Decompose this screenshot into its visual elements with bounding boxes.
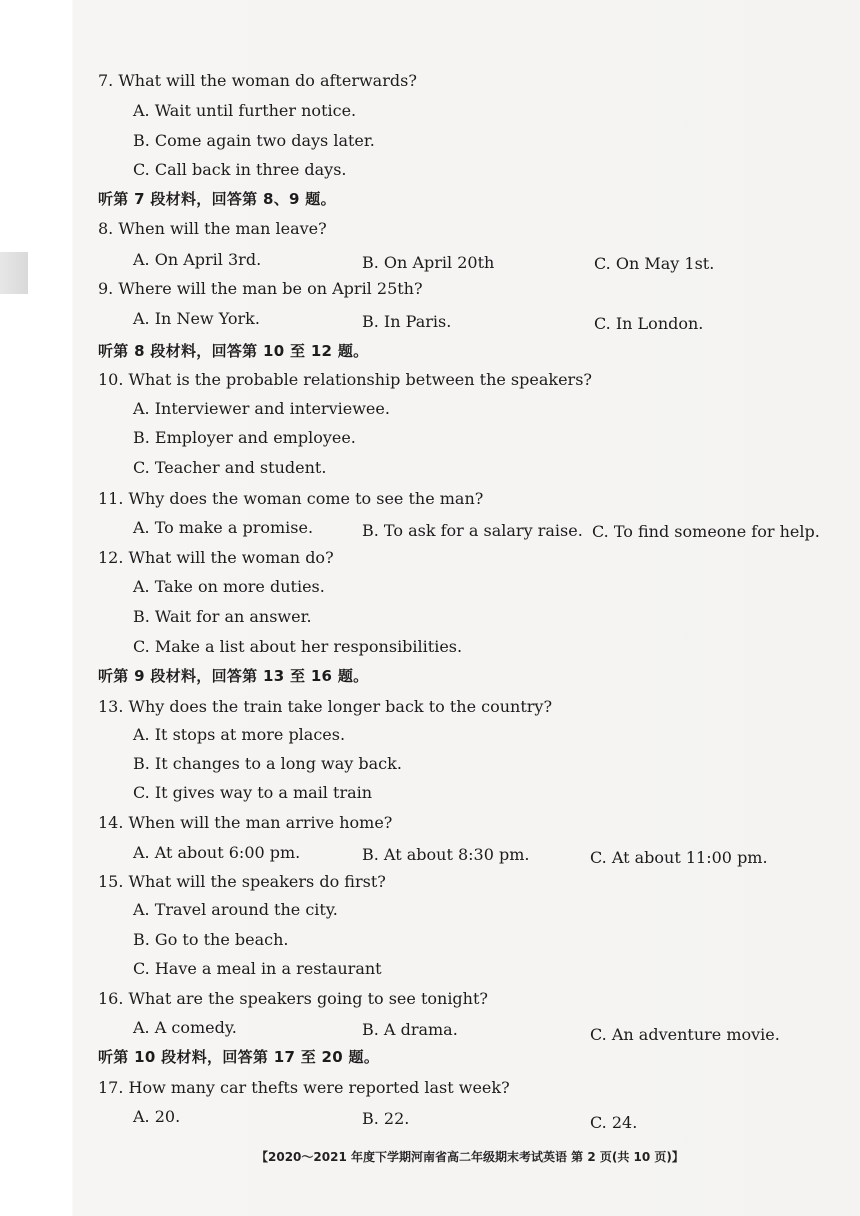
option-b: B. 22. bbox=[362, 1109, 410, 1128]
option-c: C. In London. bbox=[594, 314, 704, 333]
section-heading: 听第 9 段材料，回答第 13 至 16 题。 bbox=[98, 667, 369, 685]
question-15: 15. What will the speakers do first? bbox=[98, 872, 386, 891]
option-a: A. A comedy. bbox=[133, 1018, 237, 1037]
option-b: B. On April 20th bbox=[362, 253, 495, 272]
option-c: C. To find someone for help. bbox=[592, 522, 820, 541]
option-line: C. Teacher and student. bbox=[133, 458, 327, 477]
option-line: C. It gives way to a mail train bbox=[133, 783, 373, 802]
option-line: A. Interviewer and interviewee. bbox=[133, 399, 390, 418]
option-a: A. To make a promise. bbox=[133, 518, 314, 537]
option-line: A. Wait until further notice. bbox=[133, 101, 357, 120]
question-13: 13. Why does the train take longer back to the country? bbox=[98, 697, 553, 716]
option-b: B. A drama. bbox=[362, 1020, 458, 1039]
option-c: C. At about 11:00 pm. bbox=[590, 848, 768, 867]
page-footer: 【2020～2021 年度下学期河南省高二年级期末考试英语 第 2 页(共 10 页)】 bbox=[256, 1150, 684, 1164]
option-line: A. It stops at more places. bbox=[133, 725, 346, 744]
option-line: B. Go to the beach. bbox=[133, 930, 289, 949]
question-16: 16. What are the speakers going to see tonight? bbox=[98, 989, 488, 1008]
option-a: A. 20. bbox=[133, 1107, 181, 1126]
option-c: C. 24. bbox=[590, 1113, 638, 1132]
section-heading: 听第 8 段材料，回答第 10 至 12 题。 bbox=[98, 342, 369, 360]
option-line: B. Come again two days later. bbox=[133, 131, 375, 150]
option-a: A. In New York. bbox=[133, 309, 260, 328]
question-11: 11. Why does the woman come to see the man? bbox=[98, 489, 484, 508]
option-b: B. At about 8:30 pm. bbox=[362, 845, 530, 864]
section-heading: 听第 7 段材料，回答第 8、9 题。 bbox=[98, 190, 336, 208]
option-line: C. Make a list about her responsibilities. bbox=[133, 637, 463, 656]
question-7: 7. What will the woman do afterwards? bbox=[98, 71, 417, 90]
option-c: C. An adventure movie. bbox=[590, 1025, 780, 1044]
option-a: A. On April 3rd. bbox=[133, 250, 262, 269]
question-8: 8. When will the man leave? bbox=[98, 219, 327, 238]
option-line: B. Employer and employee. bbox=[133, 428, 356, 447]
option-line: B. Wait for an answer. bbox=[133, 607, 312, 626]
question-17: 17. How many car thefts were reported last week? bbox=[98, 1078, 510, 1097]
section-heading: 听第 10 段材料，回答第 17 至 20 题。 bbox=[98, 1048, 380, 1066]
option-line: C. Have a meal in a restaurant bbox=[133, 959, 382, 978]
option-line: A. Take on more duties. bbox=[133, 577, 325, 596]
option-c: C. On May 1st. bbox=[594, 254, 715, 273]
question-12: 12. What will the woman do? bbox=[98, 548, 334, 567]
option-b: B. To ask for a salary raise. bbox=[362, 521, 583, 540]
option-a: A. At about 6:00 pm. bbox=[133, 843, 301, 862]
question-14: 14. When will the man arrive home? bbox=[98, 813, 393, 832]
option-line: B. It changes to a long way back. bbox=[133, 754, 402, 773]
question-9: 9. Where will the man be on April 25th? bbox=[98, 279, 423, 298]
option-b: B. In Paris. bbox=[362, 312, 452, 331]
question-10: 10. What is the probable relationship between the speakers? bbox=[98, 370, 592, 389]
option-line: A. Travel around the city. bbox=[133, 900, 338, 919]
option-line: C. Call back in three days. bbox=[133, 160, 347, 179]
